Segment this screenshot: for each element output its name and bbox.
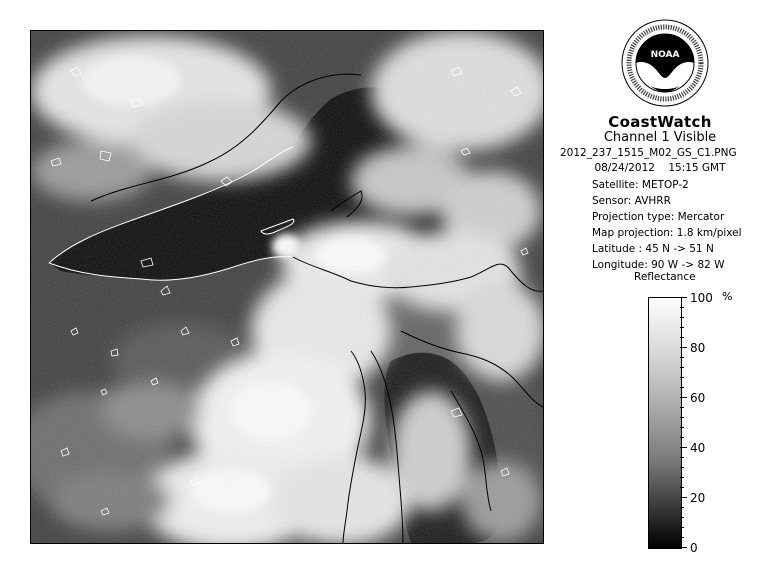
tick-label-100: 100 <box>690 291 713 305</box>
tick-label-0: 0 <box>690 541 698 555</box>
noaa-logo-icon <box>620 18 710 108</box>
colorbar-minor-tick <box>680 477 684 478</box>
satellite-image-panel <box>30 30 544 544</box>
noaa-logo <box>620 18 710 108</box>
legend-title: Reflectance <box>634 271 696 283</box>
colorbar-minor-tick <box>680 367 684 368</box>
colorbar-minor-tick <box>680 517 684 518</box>
tick-label-80: 80 <box>690 341 706 355</box>
date-value: 08/24/2012 <box>594 162 655 174</box>
tick-label-40: 40 <box>690 441 706 455</box>
tick-label-60: 60 <box>690 391 706 405</box>
file-name: 2012_237_1515_M02_GS_C1.PNG <box>560 147 737 159</box>
satellite-image <box>31 31 543 543</box>
longitude-range: Longitude: 90 W -> 82 W <box>592 259 725 271</box>
time-value: 15:15 GMT <box>668 162 726 174</box>
colorbar-tick <box>680 347 687 348</box>
colorbar-minor-tick <box>680 387 684 388</box>
projection-type: Projection type: Mercator <box>592 211 725 223</box>
colorbar-tick <box>680 497 687 498</box>
colorbar-minor-tick <box>680 507 684 508</box>
colorbar-minor-tick <box>680 527 684 528</box>
colorbar-minor-tick <box>680 307 684 308</box>
satellite-info: Satellite: METOP-2 <box>592 179 689 191</box>
colorbar-minor-tick <box>680 487 684 488</box>
colorbar-minor-tick <box>680 427 684 428</box>
colorbar-minor-tick <box>680 337 684 338</box>
colorbar-minor-tick <box>680 537 684 538</box>
noaa-logo-text: NOAA <box>650 50 680 60</box>
legend-unit: % <box>722 290 733 303</box>
colorbar-tick <box>680 297 687 298</box>
colorbar-minor-tick <box>680 467 684 468</box>
channel-label: Channel 1 Visible <box>603 130 717 145</box>
colorbar-minor-tick <box>680 437 684 438</box>
colorbar-tick <box>680 547 687 548</box>
colorbar-minor-tick <box>680 317 684 318</box>
colorbar-tick <box>680 447 687 448</box>
latitude-range: Latitude : 45 N -> 51 N <box>592 243 714 255</box>
colorbar-minor-tick <box>680 327 684 328</box>
tick-label-20: 20 <box>690 491 706 505</box>
colorbar-minor-tick <box>680 407 684 408</box>
colorbar-minor-tick <box>680 377 684 378</box>
image-noise <box>31 31 543 543</box>
sensor-info: Sensor: AVHRR <box>592 195 671 207</box>
date-time <box>560 162 760 174</box>
colorbar-minor-tick <box>680 457 684 458</box>
colorbar-minor-tick <box>680 357 684 358</box>
map-projection: Map projection: 1.8 km/pixel <box>592 227 742 239</box>
product-title: CoastWatch <box>608 113 712 131</box>
colorbar-tick <box>680 397 687 398</box>
colorbar-minor-tick <box>680 417 684 418</box>
reflectance-colorbar <box>648 297 682 549</box>
